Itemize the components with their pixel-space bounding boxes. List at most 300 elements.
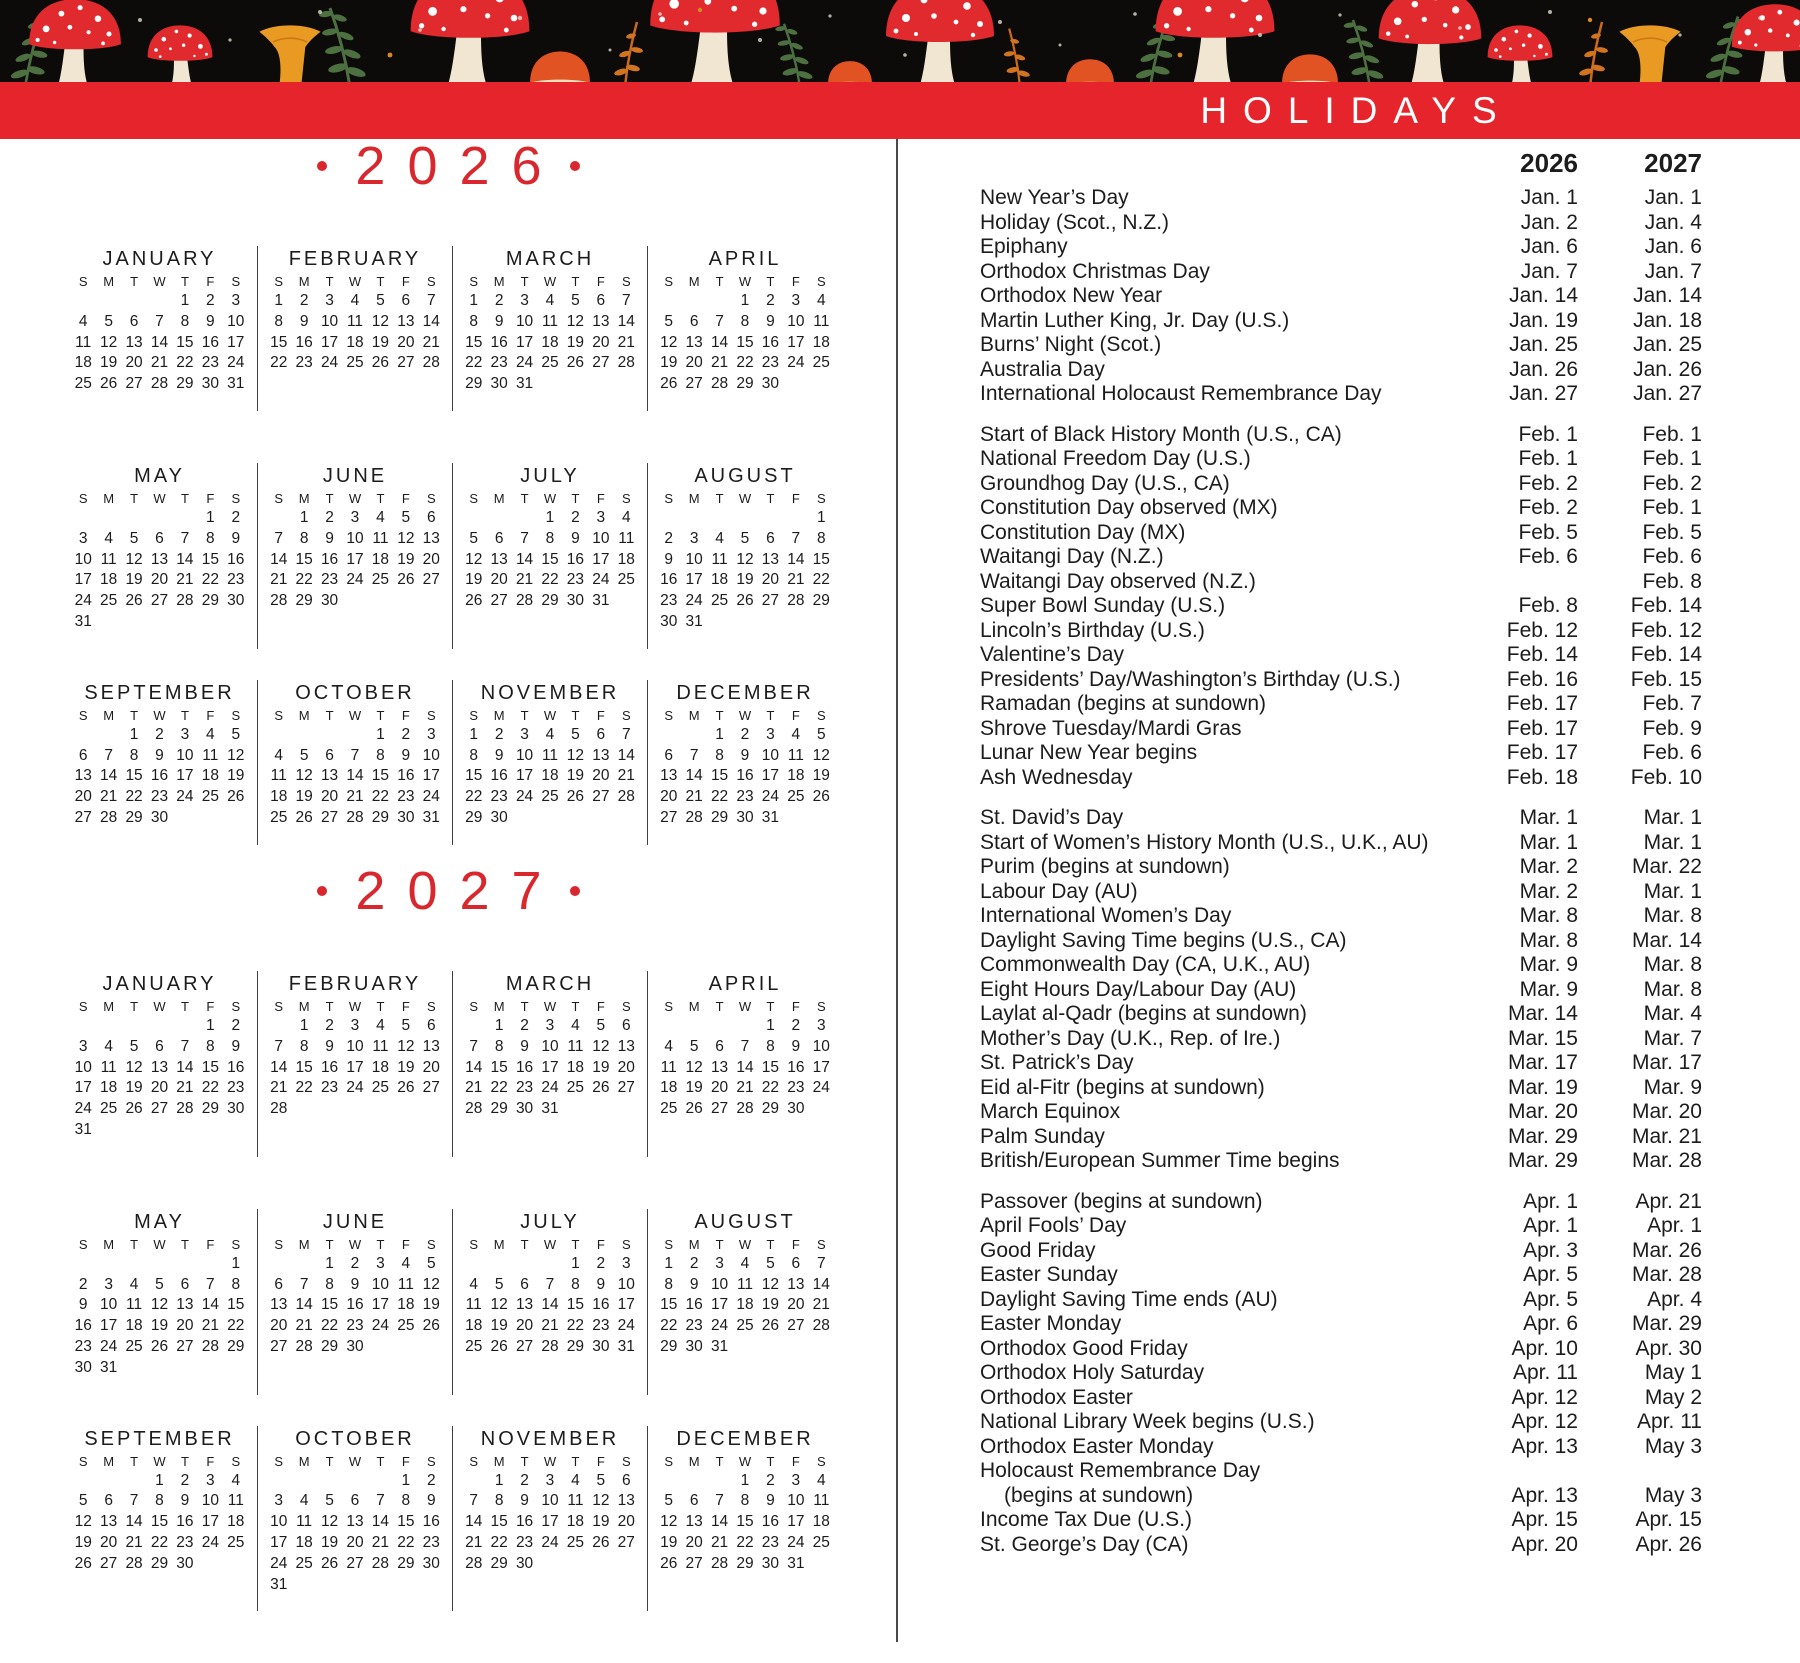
day-cell: 2 bbox=[180, 1471, 190, 1489]
holiday-date-2027: Feb. 6 bbox=[1642, 545, 1702, 568]
day-cell bbox=[537, 1254, 562, 1275]
day-cell: 14 bbox=[270, 1058, 288, 1076]
weekday-label: T bbox=[520, 1236, 529, 1252]
day-cell: 22 bbox=[295, 1079, 313, 1097]
weekday-label: F bbox=[206, 490, 215, 506]
weekday-label: F bbox=[206, 707, 215, 723]
day-cell: 15 bbox=[125, 767, 143, 785]
week-row bbox=[461, 1533, 639, 1554]
day-cell: 26 bbox=[371, 354, 390, 372]
day-cell: 16 bbox=[346, 1296, 364, 1314]
day-cell bbox=[809, 808, 834, 829]
weekday-label: T bbox=[766, 490, 775, 506]
day-cell: 8 bbox=[469, 312, 479, 330]
day-cell: 24 bbox=[710, 1317, 729, 1335]
day-cell bbox=[758, 508, 783, 529]
weekday-label: T bbox=[715, 274, 724, 289]
day-cell: 19 bbox=[566, 767, 585, 785]
weekday-label: T bbox=[376, 999, 385, 1014]
holiday-date-2027: Mar. 28 bbox=[1631, 1263, 1702, 1286]
weekday-label: M bbox=[493, 1453, 505, 1469]
week-row bbox=[266, 333, 444, 354]
day-cell: 23 bbox=[566, 571, 585, 589]
day-cell: 17 bbox=[710, 1296, 729, 1314]
day-cell: 13 bbox=[685, 333, 703, 351]
weekday-label: F bbox=[791, 1236, 800, 1252]
day-cell bbox=[393, 1337, 418, 1358]
week-row bbox=[266, 291, 444, 312]
day-cell: 19 bbox=[320, 1533, 339, 1551]
weekday-label: S bbox=[274, 1236, 284, 1252]
day-cell: 6 bbox=[664, 746, 674, 764]
day-cell: 14 bbox=[100, 767, 118, 785]
day-cell: 27 bbox=[660, 808, 678, 826]
week-row bbox=[266, 1254, 444, 1275]
day-cell: 14 bbox=[617, 312, 635, 330]
day-cell: 22 bbox=[295, 571, 313, 589]
weekday-label: T bbox=[180, 999, 189, 1014]
day-cell: 11 bbox=[787, 746, 804, 764]
month-calendar-december-2026 bbox=[647, 680, 842, 845]
day-cell: 24 bbox=[812, 1079, 830, 1097]
day-cell bbox=[147, 1254, 172, 1275]
holiday-date-2026: Feb. 5 bbox=[1518, 520, 1578, 544]
day-cell: 29 bbox=[541, 592, 559, 610]
day-cell: 16 bbox=[592, 1296, 610, 1314]
month-calendar-may-2027 bbox=[62, 1209, 257, 1395]
holiday-date-2027: Feb. 14 bbox=[1630, 594, 1702, 617]
day-cell: 1 bbox=[155, 1471, 164, 1489]
day-cell: 5 bbox=[571, 292, 580, 309]
weekday-label: M bbox=[493, 707, 505, 723]
day-cell: 9 bbox=[350, 1275, 360, 1293]
day-cell bbox=[198, 1358, 223, 1379]
day-cell: 7 bbox=[155, 312, 164, 330]
day-cell: 3 bbox=[180, 725, 190, 743]
holiday-date-2026: Feb. 6 bbox=[1518, 545, 1578, 568]
holiday-row bbox=[980, 496, 1702, 521]
day-cell: 30 bbox=[566, 592, 585, 610]
day-cell: 23 bbox=[295, 354, 313, 372]
day-cell bbox=[656, 1471, 681, 1492]
day-cell: 4 bbox=[571, 1017, 580, 1034]
day-cell: 29 bbox=[465, 808, 483, 826]
day-cell bbox=[71, 291, 96, 312]
holiday-name: Eight Hours Day/Labour Day (AU) bbox=[980, 977, 1297, 1001]
day-cell: 3 bbox=[231, 292, 241, 309]
day-cell: 19 bbox=[422, 1296, 440, 1314]
day-cell: 12 bbox=[685, 1058, 703, 1076]
holidays-title: HOLIDAYS bbox=[1200, 89, 1513, 131]
day-cell: 26 bbox=[227, 788, 245, 806]
day-cell: 14 bbox=[465, 1058, 483, 1076]
day-cell: 18 bbox=[812, 1513, 830, 1531]
week-row bbox=[71, 529, 249, 550]
weekday-label: W bbox=[738, 274, 752, 289]
weekday-label: M bbox=[688, 707, 700, 723]
holiday-date-2026: Mar. 8 bbox=[1519, 928, 1578, 952]
holiday-date-2026: Jan. 14 bbox=[1509, 284, 1578, 307]
weekday-label: T bbox=[520, 1453, 529, 1469]
holiday-name: New Year’s Day bbox=[980, 186, 1129, 209]
day-cell: 28 bbox=[371, 1554, 390, 1572]
day-cell: 25 bbox=[465, 1337, 483, 1355]
holiday-date-2026 bbox=[1460, 570, 1578, 595]
day-cell bbox=[172, 1016, 197, 1037]
holiday-row bbox=[980, 717, 1702, 742]
day-cell: 12 bbox=[812, 746, 830, 764]
day-cell bbox=[588, 808, 613, 829]
day-cell: 6 bbox=[689, 312, 699, 330]
weekday-label: S bbox=[621, 274, 631, 289]
holiday-date-2027: Mar. 4 bbox=[1643, 1002, 1702, 1025]
day-cell: 28 bbox=[736, 1100, 754, 1118]
weekday-label: T bbox=[571, 274, 580, 289]
holiday-row bbox=[980, 978, 1702, 1003]
weekday-label: S bbox=[426, 1453, 436, 1469]
day-cell bbox=[681, 291, 706, 312]
holiday-date-2027: May 2 bbox=[1644, 1385, 1702, 1409]
day-cell: 1 bbox=[740, 1471, 750, 1489]
month-name: JANUARY bbox=[102, 248, 217, 270]
day-cell: 14 bbox=[150, 333, 169, 351]
day-cell bbox=[732, 508, 757, 529]
day-cell: 9 bbox=[299, 312, 309, 330]
day-cell: 1 bbox=[206, 508, 215, 526]
month-calendar-march-2027 bbox=[452, 971, 647, 1157]
holiday-date-2027: Feb. 7 bbox=[1642, 692, 1702, 715]
day-cell: 4 bbox=[376, 1017, 385, 1034]
day-cell bbox=[71, 725, 96, 746]
holiday-name: Lincoln’s Birthday (U.S.) bbox=[980, 618, 1205, 642]
day-cell: 3 bbox=[78, 529, 88, 547]
holiday-date-2027: Mar. 28 bbox=[1631, 1149, 1702, 1172]
day-cell: 22 bbox=[125, 788, 143, 806]
holiday-name: Ash Wednesday bbox=[980, 765, 1133, 789]
day-cell: 5 bbox=[129, 529, 139, 547]
weekday-label: W bbox=[153, 707, 166, 723]
day-cell: 28 bbox=[150, 375, 169, 393]
day-cell: 29 bbox=[227, 1337, 245, 1355]
day-cell: 15 bbox=[490, 1513, 508, 1531]
year-column-header-2027: 2027 bbox=[1644, 147, 1702, 178]
day-cell bbox=[461, 1254, 486, 1275]
day-cell: 1 bbox=[494, 1017, 504, 1034]
day-cell bbox=[291, 1575, 316, 1596]
day-cell: 14 bbox=[812, 1275, 830, 1293]
holiday-row bbox=[980, 1051, 1702, 1076]
week-row bbox=[461, 1316, 639, 1337]
day-cell: 10 bbox=[541, 1492, 559, 1510]
week-row bbox=[656, 591, 834, 612]
day-cell: 20 bbox=[592, 333, 610, 351]
week-row bbox=[461, 508, 639, 529]
holiday-name: March Equinox bbox=[980, 1100, 1121, 1123]
holiday-date-2026: Mar. 1 bbox=[1519, 830, 1578, 854]
holiday-date-2026: Jan. 25 bbox=[1509, 333, 1578, 356]
day-cell: 20 bbox=[176, 1317, 194, 1335]
week-row bbox=[71, 374, 249, 395]
holiday-name: Epiphany bbox=[980, 235, 1068, 258]
week-row bbox=[71, 508, 249, 529]
holiday-name: Waitangi Day (N.Z.) bbox=[980, 545, 1164, 568]
weekday-label: T bbox=[376, 490, 385, 506]
holiday-date-2026: Mar. 19 bbox=[1507, 1075, 1578, 1099]
holiday-row bbox=[980, 1214, 1702, 1239]
day-cell: 3 bbox=[791, 1471, 801, 1489]
day-cell: 14 bbox=[176, 1058, 194, 1076]
day-cell: 24 bbox=[371, 1317, 390, 1335]
day-cell: 17 bbox=[346, 550, 364, 568]
day-cell: 6 bbox=[791, 1254, 801, 1272]
holiday-name: Ramadan (begins at sundown) bbox=[980, 692, 1267, 715]
day-cell: 7 bbox=[274, 529, 284, 547]
day-cell bbox=[512, 1254, 537, 1275]
weekday-label: S bbox=[469, 274, 479, 289]
day-cell bbox=[758, 612, 783, 633]
day-cell: 25 bbox=[227, 1533, 245, 1551]
day-cell: 25 bbox=[125, 1337, 143, 1355]
week-row bbox=[461, 374, 639, 395]
day-cell: 3 bbox=[816, 1017, 826, 1034]
day-cell: 14 bbox=[736, 1058, 754, 1076]
day-cell: 26 bbox=[320, 1554, 339, 1572]
day-cell bbox=[809, 612, 834, 633]
day-cell: 19 bbox=[592, 1513, 610, 1531]
year-title-label: 2027 bbox=[355, 861, 564, 921]
day-cell: 29 bbox=[566, 1337, 585, 1355]
holiday-row bbox=[980, 1125, 1702, 1150]
holiday-name: National Freedom Day (U.S.) bbox=[980, 447, 1251, 470]
day-cell: 26 bbox=[397, 571, 415, 589]
week-row bbox=[266, 353, 444, 374]
day-cell: 23 bbox=[761, 354, 780, 372]
weekday-label: M bbox=[688, 1236, 700, 1252]
week-row bbox=[71, 766, 249, 787]
week-row bbox=[266, 725, 444, 746]
holiday-name: British/European Summer Time begins bbox=[980, 1149, 1340, 1172]
day-cell: 17 bbox=[685, 571, 703, 589]
weekday-label: F bbox=[401, 1453, 410, 1469]
weekday-label: S bbox=[426, 1236, 436, 1252]
day-cell bbox=[681, 1016, 706, 1037]
week-row bbox=[656, 725, 834, 746]
weekday-label: W bbox=[738, 1236, 752, 1252]
day-cell: 30 bbox=[736, 808, 754, 826]
day-cell: 23 bbox=[490, 788, 508, 806]
day-cell: 13 bbox=[761, 550, 780, 568]
day-cell: 28 bbox=[617, 354, 635, 372]
week-row bbox=[656, 1275, 834, 1296]
holiday-date-2026: Feb. 16 bbox=[1506, 667, 1578, 691]
day-cell bbox=[588, 1554, 613, 1575]
day-cell: 21 bbox=[736, 1079, 754, 1097]
week-row bbox=[461, 808, 639, 829]
day-cell: 6 bbox=[350, 1492, 360, 1510]
holiday-date-2027: Mar. 22 bbox=[1631, 855, 1702, 878]
weekday-header bbox=[266, 489, 444, 508]
day-cell: 17 bbox=[812, 1058, 830, 1076]
day-cell: 10 bbox=[227, 312, 245, 330]
weekday-label: S bbox=[426, 999, 436, 1014]
week-row bbox=[461, 570, 639, 591]
day-cell: 13 bbox=[125, 333, 143, 351]
holiday-row bbox=[980, 1386, 1702, 1411]
holiday-name: Super Bowl Sunday (U.S.) bbox=[980, 594, 1226, 617]
day-cell: 2 bbox=[299, 292, 309, 309]
day-cell: 28 bbox=[787, 592, 805, 610]
holiday-row bbox=[980, 1312, 1702, 1337]
day-cell: 28 bbox=[176, 592, 194, 610]
day-cell: 13 bbox=[660, 767, 678, 785]
day-cell: 15 bbox=[227, 1296, 245, 1314]
week-row bbox=[71, 550, 249, 571]
month-name: OCTOBER bbox=[295, 681, 415, 704]
holiday-row bbox=[980, 1508, 1702, 1533]
weekday-label: T bbox=[180, 274, 189, 289]
day-cell: 16 bbox=[176, 1513, 194, 1531]
week-row bbox=[461, 1554, 639, 1575]
day-cell: 11 bbox=[567, 1037, 584, 1055]
day-cell: 13 bbox=[592, 312, 610, 330]
day-cell bbox=[223, 808, 248, 829]
weekday-header bbox=[266, 997, 444, 1016]
day-cell: 3 bbox=[766, 725, 775, 743]
weekday-label: F bbox=[791, 999, 800, 1014]
weekday-label: M bbox=[298, 1453, 310, 1469]
day-cell: 24 bbox=[346, 1079, 364, 1097]
day-cell: 10 bbox=[685, 550, 703, 568]
day-cell: 1 bbox=[299, 508, 309, 526]
day-cell: 26 bbox=[74, 1554, 92, 1572]
week-row bbox=[266, 1471, 444, 1492]
day-cell: 2 bbox=[766, 292, 775, 309]
weekday-label: F bbox=[791, 490, 800, 506]
weekday-label: S bbox=[231, 1236, 241, 1252]
weekday-label: W bbox=[543, 707, 557, 723]
holiday-date-2026: Apr. 1 bbox=[1523, 1189, 1578, 1213]
week-row bbox=[656, 291, 834, 312]
holiday-name: Martin Luther King, Jr. Day (U.S.) bbox=[980, 308, 1290, 332]
day-cell: 19 bbox=[660, 354, 678, 372]
day-cell: 24 bbox=[541, 1533, 559, 1551]
day-cell: 25 bbox=[100, 1100, 118, 1118]
day-cell: 17 bbox=[541, 1513, 559, 1531]
day-cell: 28 bbox=[541, 1337, 559, 1355]
holiday-date-2026: Mar. 20 bbox=[1507, 1100, 1578, 1123]
day-cell: 5 bbox=[571, 725, 580, 743]
week-row bbox=[266, 746, 444, 767]
day-cell: 13 bbox=[685, 1513, 703, 1531]
day-cell: 3 bbox=[376, 1254, 385, 1272]
day-cell: 7 bbox=[426, 292, 436, 309]
day-cell bbox=[656, 291, 681, 312]
day-cell: 17 bbox=[617, 1296, 635, 1314]
day-cell: 19 bbox=[100, 354, 118, 372]
day-cell: 25 bbox=[787, 788, 805, 806]
weekday-header bbox=[71, 706, 249, 725]
holiday-name: Constitution Day observed (MX) bbox=[980, 496, 1278, 519]
day-cell bbox=[121, 1016, 146, 1037]
day-cell: 25 bbox=[617, 571, 635, 589]
day-cell: 1 bbox=[715, 725, 724, 743]
day-cell: 3 bbox=[545, 1017, 555, 1034]
weekday-label: M bbox=[493, 274, 505, 289]
day-cell: 27 bbox=[422, 571, 440, 589]
day-cell: 9 bbox=[231, 1037, 241, 1055]
week-row bbox=[461, 1512, 639, 1533]
day-cell bbox=[758, 1337, 783, 1358]
day-cell: 1 bbox=[469, 725, 479, 743]
day-cell: 8 bbox=[469, 746, 479, 764]
day-cell: 21 bbox=[812, 1296, 830, 1314]
day-cell: 24 bbox=[176, 788, 194, 806]
day-cell: 5 bbox=[664, 312, 674, 330]
day-cell: 12 bbox=[320, 1513, 339, 1531]
day-cell: 7 bbox=[621, 725, 631, 743]
day-cell: 7 bbox=[520, 529, 529, 547]
day-cell: 6 bbox=[621, 1471, 631, 1489]
day-cell: 10 bbox=[812, 1037, 830, 1055]
day-cell: 21 bbox=[422, 333, 440, 351]
weekday-label: S bbox=[274, 1453, 284, 1469]
day-cell: 20 bbox=[592, 767, 610, 785]
holiday-date-2027: Feb. 14 bbox=[1630, 643, 1702, 666]
day-cell: 19 bbox=[371, 333, 390, 351]
day-cell: 3 bbox=[520, 292, 529, 309]
month-name: APRIL bbox=[708, 248, 782, 270]
day-cell: 23 bbox=[490, 354, 508, 372]
day-cell bbox=[614, 591, 639, 612]
day-cell: 3 bbox=[104, 1275, 113, 1293]
week-row bbox=[461, 1254, 639, 1275]
holiday-row bbox=[980, 545, 1702, 570]
weekday-label: M bbox=[103, 1453, 115, 1469]
weekday-label: M bbox=[103, 490, 115, 506]
day-cell: 16 bbox=[490, 767, 508, 785]
day-cell: 13 bbox=[490, 550, 508, 568]
day-cell: 2 bbox=[325, 1017, 334, 1034]
holiday-date-2026: Jan. 7 bbox=[1520, 259, 1578, 283]
day-cell: 8 bbox=[740, 1492, 750, 1510]
weekday-label: S bbox=[816, 274, 826, 289]
day-cell: 10 bbox=[74, 1058, 92, 1076]
day-cell: 22 bbox=[465, 788, 483, 806]
day-cell: 20 bbox=[150, 1079, 169, 1097]
day-cell bbox=[198, 1554, 223, 1575]
day-cell: 11 bbox=[100, 1058, 117, 1076]
title-dot-icon bbox=[317, 886, 327, 896]
day-cell: 16 bbox=[320, 550, 339, 568]
day-cell: 8 bbox=[401, 1492, 411, 1510]
weekday-label: S bbox=[274, 274, 284, 289]
weekday-label: F bbox=[596, 490, 605, 506]
weekday-label: S bbox=[469, 490, 479, 506]
day-cell: 13 bbox=[515, 1296, 534, 1314]
day-cell: 19 bbox=[685, 1079, 703, 1097]
holiday-row bbox=[980, 831, 1702, 856]
day-cell: 25 bbox=[397, 1317, 415, 1335]
weekday-label: S bbox=[231, 1453, 241, 1469]
day-cell: 3 bbox=[715, 1254, 724, 1272]
day-cell: 31 bbox=[761, 808, 780, 826]
day-cell: 30 bbox=[74, 1358, 92, 1376]
holiday-row bbox=[980, 1533, 1702, 1558]
weekday-label: S bbox=[231, 274, 241, 289]
month-name: AUGUST bbox=[694, 1210, 796, 1233]
day-cell: 9 bbox=[766, 1492, 775, 1510]
day-cell bbox=[368, 1099, 393, 1120]
